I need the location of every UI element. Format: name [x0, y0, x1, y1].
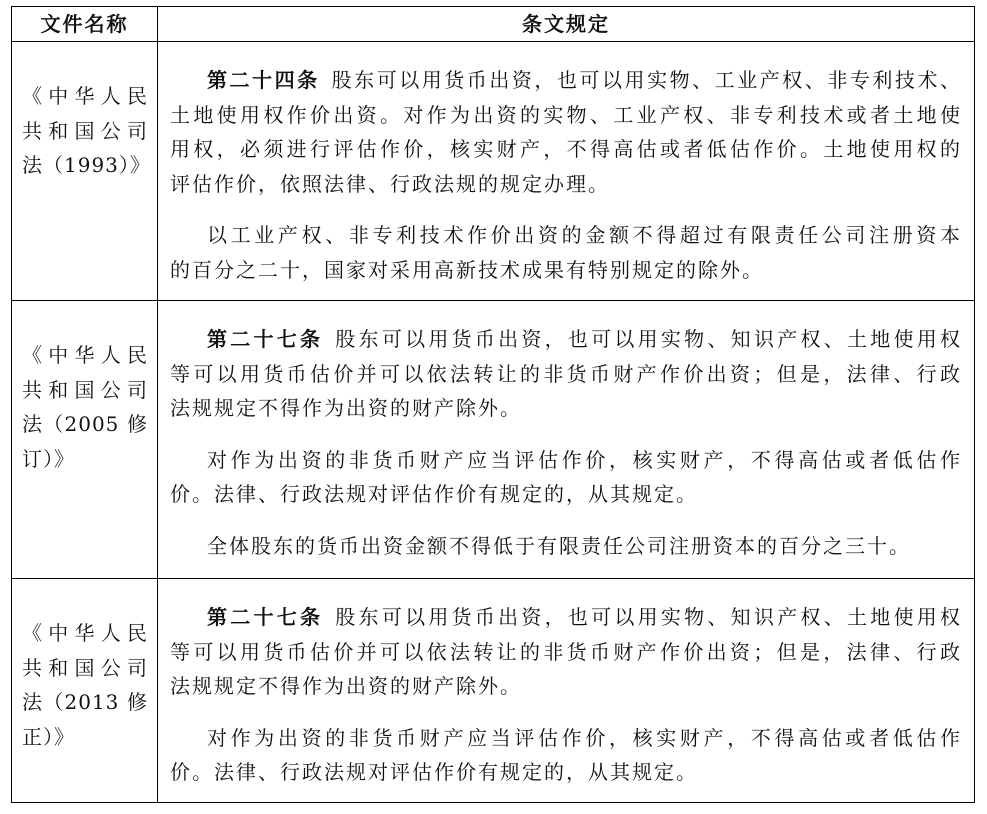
provision-line: 对作为出资的非货币财产应当评估作价，核实财产，不得高估或者低估作: [207, 725, 962, 750]
document-name-line: 法（2005 修: [22, 412, 148, 436]
document-name-line: 《中华人民: [22, 84, 148, 108]
provision-line: 对作为出资的非货币财产应当评估作价，核实财产，不得高估或者低估作: [207, 447, 962, 472]
law-comparison-table: [11, 6, 975, 803]
provision-line: 法规规定不得作为出资的财产除外。: [170, 674, 522, 698]
provision-line-text: 股东可以用货币出资，也可以用实物、知识产权、土地使用权: [335, 327, 963, 351]
provision-line: 等可以用货币估价并可以依法转让的非货币财产作价出资；但是，法律、行政: [170, 361, 962, 386]
document-name-line: 法（2013 修: [22, 690, 148, 714]
provisions-cell: [158, 42, 974, 300]
header-provisions: 条文规定: [522, 12, 610, 36]
provision-line: [170, 600, 962, 635]
table-row: [12, 300, 974, 578]
document-name-line: 《中华人民: [22, 343, 148, 367]
provision-paragraph: [170, 529, 962, 564]
article-number: 第二十七条: [207, 327, 324, 351]
provision-line: 等可以用货币估价并可以依法转让的非货币财产作价出资；但是，法律、行政: [170, 639, 962, 664]
provision-line: 价。法律、行政法规对评估作价有规定的，从其规定。: [170, 482, 698, 506]
provision-line: [170, 63, 962, 98]
provision-line: 用权，必须进行评估作价，核实财产，不得高估或者低估作价。土地使用权的: [170, 137, 962, 161]
table-row: [12, 578, 974, 802]
provision-line: 土地使用权作价出资。对作为出资的实物、工业产权、非专利技术或者土地使: [170, 102, 962, 127]
document-name-line: 法（1993）》: [22, 153, 151, 177]
provisions-cell: [158, 301, 974, 578]
document-name-cell: [12, 301, 158, 578]
table-row: [12, 41, 974, 300]
provision-paragraph: [170, 63, 962, 201]
document-name-cell: [12, 579, 158, 802]
provisions-cell: [158, 579, 974, 802]
provision-line: 的百分之二十，国家对采用高新技术成果有特别规定的除外。: [170, 257, 764, 282]
provision-line: 全体股东的货币出资金额不得低于有限责任公司注册资本的百分之三十。: [207, 533, 911, 558]
provision-paragraph: [170, 218, 962, 287]
article-number: 第二十七条: [207, 605, 324, 629]
provision-line-text: 股东可以用货币出资，也可以用实物、知识产权、土地使用权: [335, 605, 963, 629]
document-name-line: 《中华人民: [22, 621, 148, 645]
provision-line-text: 股东可以用货币出资，也可以用实物、工业产权、非专利技术、: [331, 68, 962, 92]
document-name-line: 正）》: [22, 724, 75, 749]
provision-paragraph: [170, 600, 962, 704]
provision-line: 评估作价，依照法律、行政法规的规定办理。: [170, 171, 610, 196]
provision-line: 价。法律、行政法规对评估作价有规定的，从其规定。: [170, 760, 698, 784]
provision-line: [170, 322, 962, 357]
document-name-cell: [12, 42, 158, 300]
provision-paragraph: [170, 322, 962, 426]
table-header-row: [12, 7, 974, 41]
header-document-name: 文件名称: [12, 7, 158, 41]
provision-line: 以工业产权、非专利技术作价出资的金额不得超过有限责任公司注册资本: [207, 223, 962, 247]
document-name-line: 共和国公司: [22, 655, 148, 680]
article-number: 第二十四条: [207, 68, 320, 92]
document-name-line: 订）》: [22, 446, 75, 471]
provision-line: 法规规定不得作为出资的财产除外。: [170, 396, 522, 420]
document-name-line: 共和国公司: [22, 118, 148, 143]
provision-paragraph: [170, 721, 962, 790]
document-name-line: 共和国公司: [22, 377, 148, 402]
provision-paragraph: [170, 443, 962, 512]
